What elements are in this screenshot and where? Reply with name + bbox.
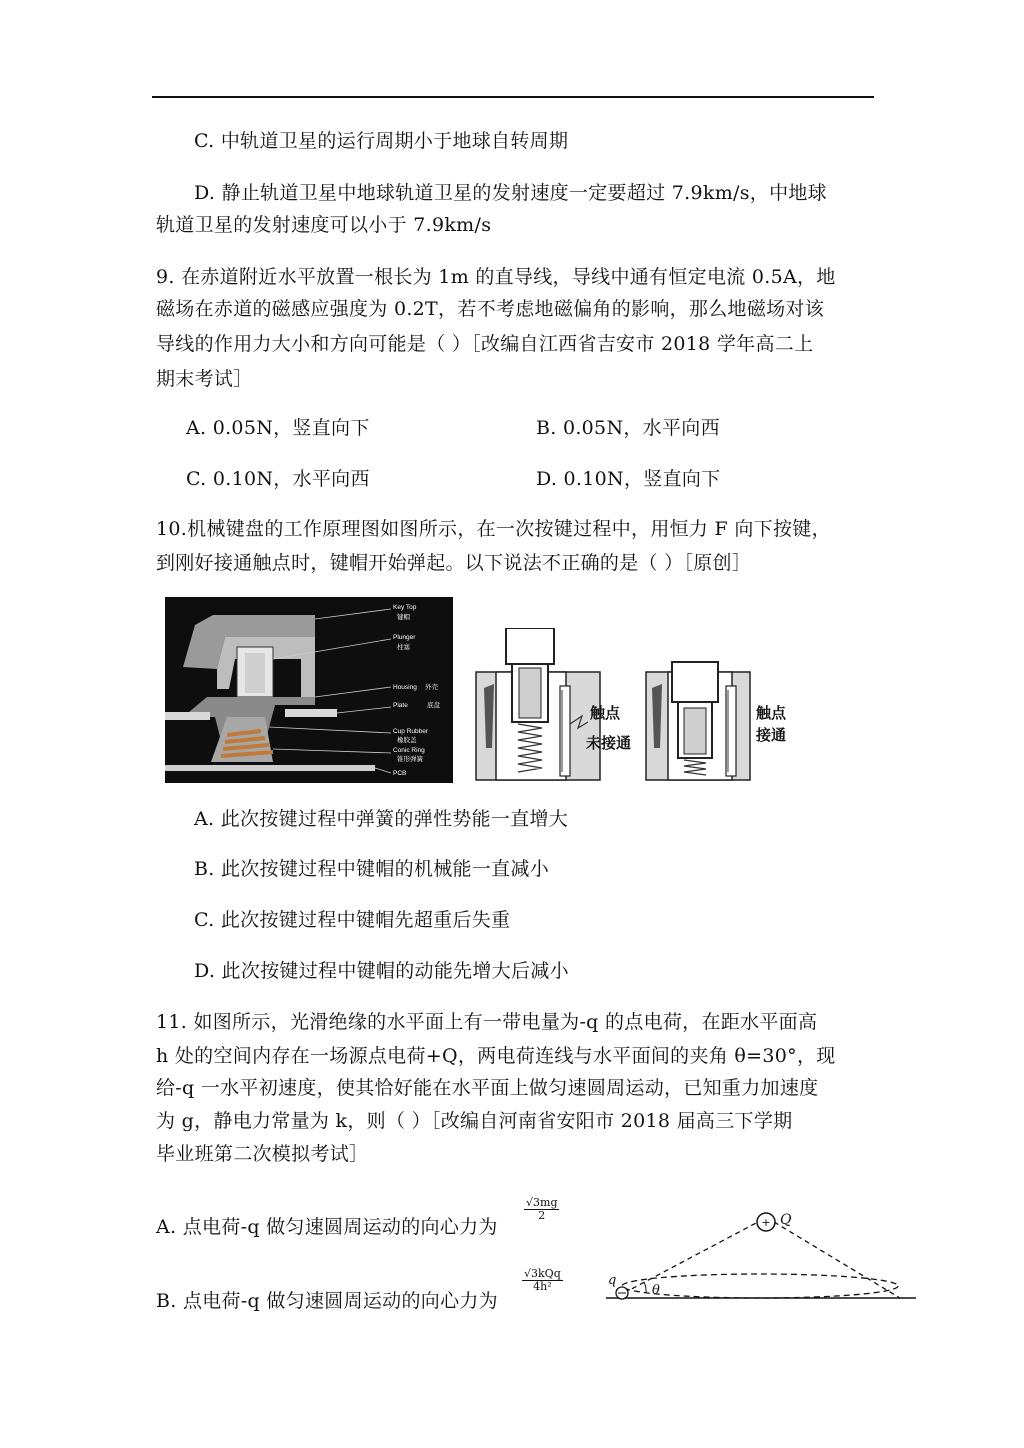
q8-option-d-line2: 轨道卫星的发射速度可以小于 7.9km/s bbox=[156, 214, 492, 236]
q11-stem-line4: 为 g，静电力常量为 k，则（ ）［改编自河南省安阳市 2018 届高三下学期 bbox=[156, 1110, 793, 1132]
keyswitch-schematic-figure bbox=[474, 628, 814, 783]
top-rule bbox=[152, 96, 874, 98]
fig-label-cuprubber: Cup Rubber bbox=[393, 728, 429, 735]
q9-option-b: B. 0.05N，水平向西 bbox=[536, 417, 720, 439]
q8-option-c: C. 中轨道卫星的运行周期小于地球自转周期 bbox=[194, 130, 569, 152]
q8-option-d-line1: D. 静止轨道卫星中地球轨道卫星的发射速度一定要超过 7.9km/s，中地球 bbox=[194, 182, 827, 204]
q11-option-a-fraction bbox=[524, 1197, 559, 1222]
left-caption-2: 未接通 bbox=[586, 735, 632, 752]
fig-label-housing-zh: 外壳 bbox=[425, 684, 438, 691]
fig-label-keytop: Key Top bbox=[393, 604, 417, 611]
q11-stem-line3: 给-q 一水平初速度，使其恰好能在水平面上做匀速圆周运动，已知重力加速度 bbox=[156, 1077, 819, 1099]
keyswitch-cutaway-figure bbox=[165, 597, 453, 783]
q11-stem-line2: h 处的空间内存在一场源点电荷+Q，两电荷连线与水平面间的夹角 θ=30°，现 bbox=[156, 1045, 836, 1067]
q10-stem-line2: 到刚好接通触点时，键帽开始弹起。以下说法不正确的是（ ）［原创］ bbox=[156, 552, 752, 574]
q11-fig-charge-left: q bbox=[608, 1273, 617, 1288]
q11-fig-angle: θ bbox=[652, 1283, 660, 1298]
q11-option-b-fraction bbox=[522, 1268, 563, 1293]
q9-stem-line2: 磁场在赤道的磁感应强度为 0.2T，若不考虑地磁偏角的影响，那么地磁场对该 bbox=[156, 298, 825, 320]
fig-label-pcb: PCB bbox=[393, 770, 407, 777]
q11-option-a-denominator: 2 bbox=[538, 1209, 546, 1222]
q10-option-d: D. 此次按键过程中键帽的动能先增大后减小 bbox=[194, 960, 569, 982]
q11-charge-orbit-figure bbox=[600, 1200, 920, 1315]
q9-option-a: A. 0.05N，竖直向下 bbox=[186, 417, 370, 439]
q11-option-a-numerator: √3mg bbox=[526, 1196, 558, 1209]
q10-stem-line1: 10.机械键盘的工作原理图如图所示，在一次按键过程中，用恒力 F 向下按键， bbox=[156, 518, 831, 540]
q9-option-c: C. 0.10N，水平向西 bbox=[186, 468, 370, 490]
switch-closed-diagram bbox=[646, 662, 787, 780]
q11-fig-plus-sign: + bbox=[761, 1216, 771, 1229]
right-caption-1: 触点 bbox=[756, 705, 787, 722]
q10-option-c: C. 此次按键过程中键帽先超重后失重 bbox=[194, 909, 511, 931]
fig-label-plate-zh: 底盘 bbox=[427, 702, 440, 709]
fig-label-plunger-zh: 柱塞 bbox=[397, 644, 410, 651]
fig-label-plate: Plate bbox=[393, 702, 408, 709]
q9-stem-line4: 期末考试］ bbox=[156, 368, 253, 390]
q10-option-a: A. 此次按键过程中弹簧的弹性势能一直增大 bbox=[194, 808, 569, 830]
fig-label-keytop-zh: 键帽 bbox=[397, 614, 410, 621]
fig-label-conicring-zh: 锥形弹簧 bbox=[397, 756, 423, 763]
q11-option-b-numerator: √3kQq bbox=[524, 1267, 561, 1280]
fig-label-plunger: Plunger bbox=[393, 634, 416, 641]
fig-label-cuprubber-zh: 橡胶盖 bbox=[397, 737, 417, 744]
right-caption-2: 接通 bbox=[756, 727, 787, 744]
q11-stem-line5: 毕业班第二次模拟考试］ bbox=[156, 1143, 369, 1165]
switch-open-diagram bbox=[476, 628, 631, 780]
q11-option-b-text: B. 点电荷-q 做匀速圆周运动的向心力为 bbox=[156, 1290, 498, 1312]
fig-label-housing: Housing bbox=[393, 684, 417, 691]
q10-option-b: B. 此次按键过程中键帽的机械能一直减小 bbox=[194, 858, 550, 880]
left-caption-1: 触点 bbox=[590, 705, 621, 722]
q9-stem-line3: 导线的作用力大小和方向可能是（ ）［改编自江西省吉安市 2018 学年高二上 bbox=[156, 333, 814, 355]
fig-label-conicring: Conic Ring bbox=[393, 747, 425, 754]
q11-option-a-text: A. 点电荷-q 做匀速圆周运动的向心力为 bbox=[156, 1216, 498, 1238]
q11-stem-line1: 11. 如图所示，光滑绝缘的水平面上有一带电量为-q 的点电荷，在距水平面高 bbox=[156, 1011, 818, 1033]
q11-fig-charge-top: Q bbox=[780, 1212, 792, 1228]
q9-stem-line1: 9. 在赤道附近水平放置一根长为 1m 的直导线，导线中通有恒定电流 0.5A，地 bbox=[156, 266, 836, 288]
q11-option-b-denominator: 4h² bbox=[533, 1280, 552, 1293]
q9-option-d: D. 0.10N，竖直向下 bbox=[536, 468, 721, 490]
keyswitch-cutaway-drawing bbox=[165, 597, 453, 783]
